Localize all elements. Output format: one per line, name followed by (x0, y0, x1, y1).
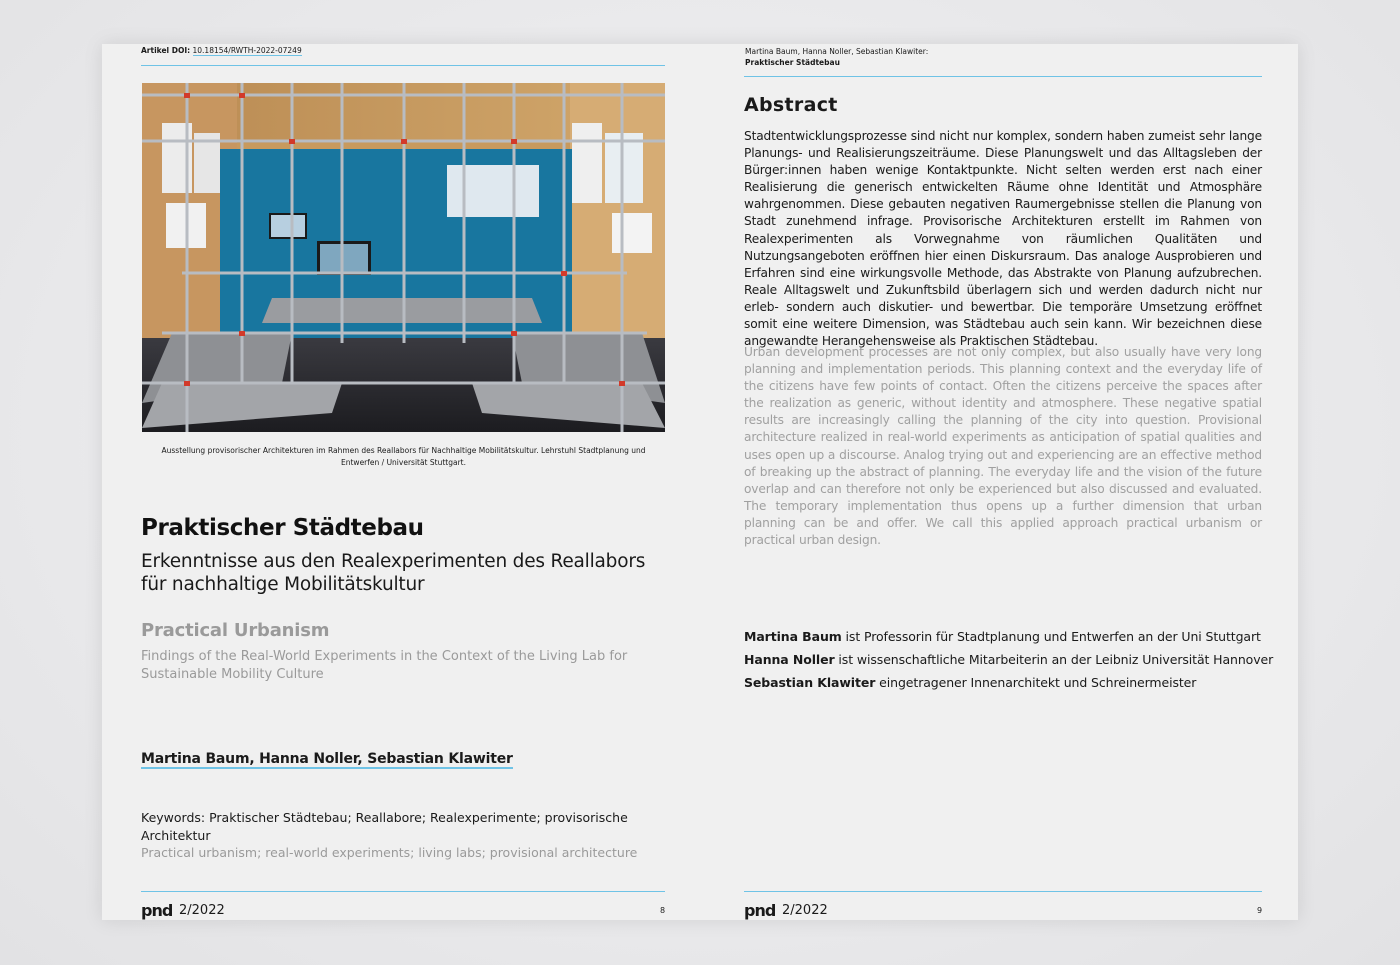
keywords-german: Keywords: Praktischer Städtebau; Reallabore; Realexperimente; provisorische Architektur (141, 810, 628, 843)
abstract-german: Stadtentwicklungsprozesse sind nicht nur komplex, sondern haben zumeist sehr lange Planungs- und Realisierungszeiträume. Diese Planungswelt und das Alltagsleben der Bürger:innen haben wenige Kontaktpunkte. Nicht selten werden erst nach einer Realisierung die generisch entwickelten Räume ohne Identität und Atmosphäre wahrgenommen. Diese gebauten negativen Raumergebnisse stellen die Planung von Stadt zunehmend infrage. Provisorische Architekturen erstellt im Rahmen von Realexperimenten als Vorwegnahme von räumlichen Qualitäten und Nutzungsangeboten eröffnen hier einen Diskursraum. Das analoge Ausprobieren und Erfahren sind eine wirkungsvolle Methode, das Abstrakte von Planung aufzubrechen. Reale Alltagswelt und Zukunftsbild überlagern sich und werden dadurch nicht nur erleb- sondern auch diskutier- und bewertbar. Die temporäre Umsetzung eröffnet somit eine weitere Dimension, was Städtebau auch sein kann. Wir bezeichnen diese angewandte Herangehensweise als Praktischen Städtebau. (744, 129, 1262, 349)
running-header (745, 46, 928, 68)
article-subtitle-english: Findings of the Real-World Experiments in the Context of the Living Lab for Sustainable Mobility Culture (141, 649, 628, 682)
running-header-authors: Martina Baum, Hanna Noller, Sebastian Klawiter: (745, 47, 929, 56)
author-bio-text: eingetragener Innenarchitekt und Schreinermeister (875, 675, 1197, 690)
footer-rule (141, 891, 665, 892)
footer-rule (744, 891, 1262, 892)
photo-caption: Ausstellung provisorischer Architekturen im Rahmen des Reallabors für Nachhaltige Mobilitätskultur. Lehrstuhl Stadtplanung und Entwerfen / Universität Stuttgart. (161, 446, 646, 467)
issue-number: 2/2022 (179, 903, 225, 918)
article-authors[interactable]: Martina Baum, Hanna Noller, Sebastian Klawiter (141, 751, 513, 767)
header-rule (141, 65, 665, 66)
running-header-title: Praktischer Städtebau (745, 58, 840, 67)
issue-number: 2/2022 (782, 903, 828, 918)
header-rule (744, 76, 1262, 77)
author-bio (744, 629, 1274, 644)
exhibition-photo (142, 83, 665, 432)
article-title: Praktischer Städtebau (141, 515, 424, 541)
keywords-english: Practical urbanism; real-world experiments; living labs; provisional architecture (141, 845, 638, 860)
abstract-heading: Abstract (744, 94, 838, 116)
left-page (102, 44, 700, 920)
abstract-english: Urban development processes are not only complex, but also usually have very long planning and implementation periods. This planning context and the everyday life of the citizens have few points of contact. Often the citizens perceive the spaces after the realization as generic, without identity and atmosphere. These negative spatial results are increasingly calling the planning of the city into question. Provisional architecture realized in real-world experiments as anticipation of spatial qualities and uses open up a discourse. Analog trying out and experiencing are an effective method of breaking up the abstract of planning. The everyday life and the vision of the future overlap and can therefore not only be experienced but also discussed and evaluated. The temporary implementation thus opens up a further dimension that urban planning can be and offer. We call this applied approach practical urbanism or practical urban design. (744, 345, 1262, 548)
page-number: 8 (660, 906, 666, 915)
article-title-english: Practical Urbanism (141, 620, 330, 641)
author-bio-name: Hanna Noller (744, 652, 835, 667)
page-number: 9 (1257, 906, 1263, 915)
author-bio-text: ist Professorin für Stadtplanung und Entwerfen an der Uni Stuttgart (841, 629, 1261, 644)
article-subtitle: Erkenntnisse aus den Realexperimenten des Reallabors für nachhaltige Mobilitätskultur (141, 551, 646, 595)
author-bio-name: Martina Baum (744, 629, 842, 644)
doi-header (141, 46, 302, 55)
doi-link[interactable]: 10.18154/RWTH-2022-07249 (192, 46, 302, 55)
author-bio-text: ist wissenschaftliche Mitarbeiterin an der Leibniz Universität Hannover (834, 652, 1274, 667)
author-bio-name: Sebastian Klawiter (744, 675, 876, 690)
author-bio (744, 652, 1274, 667)
pnd-logo: pnd (744, 901, 776, 920)
right-page (700, 44, 1298, 920)
magazine-spread (102, 44, 1298, 920)
pnd-logo: pnd (141, 901, 173, 920)
doi-label: Artikel DOI: (141, 46, 191, 55)
author-bio (744, 675, 1274, 690)
exhibition-photo-illustration (142, 83, 665, 432)
